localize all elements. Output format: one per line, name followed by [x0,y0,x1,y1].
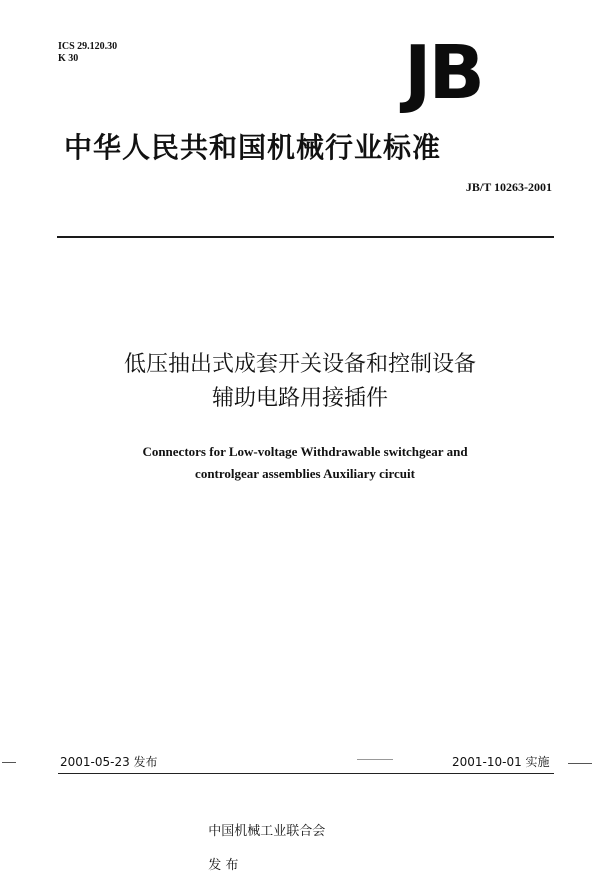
english-title-line-1: Connectors for Low-voltage Withdrawable switchgear and [142,444,468,459]
category-code: K 30 [58,53,79,64]
issuing-body [200,805,440,873]
standard-name: 中华人民共和国机械行业标准 [64,131,442,164]
footer-divider [58,773,554,774]
scan-speck [568,763,592,764]
issue-label: 发 布 [208,858,239,873]
english-title [60,441,550,485]
issuer-name: 中国机械工业联合会 [208,824,326,839]
scan-speck [357,759,393,760]
scan-speck [2,762,16,763]
jb-logo: JB [404,30,482,116]
header-divider [57,236,554,238]
ics-code: ICS 29.120.30 [58,41,118,52]
chinese-title-line-1: 低压抽出式成套开关设备和控制设备 [123,352,476,377]
english-title-line-2: controlgear assemblies Auxiliary circuit [195,466,415,481]
issue-date: 2001-05-23 发布 [60,755,158,769]
standard-number: JB/T 10263-2001 [465,180,552,194]
chinese-title [60,348,540,416]
classification-codes [58,41,117,65]
implementation-date: 2001-10-01 实施 [452,755,550,769]
chinese-title-line-2: 辅助电路用接插件 [211,386,388,411]
